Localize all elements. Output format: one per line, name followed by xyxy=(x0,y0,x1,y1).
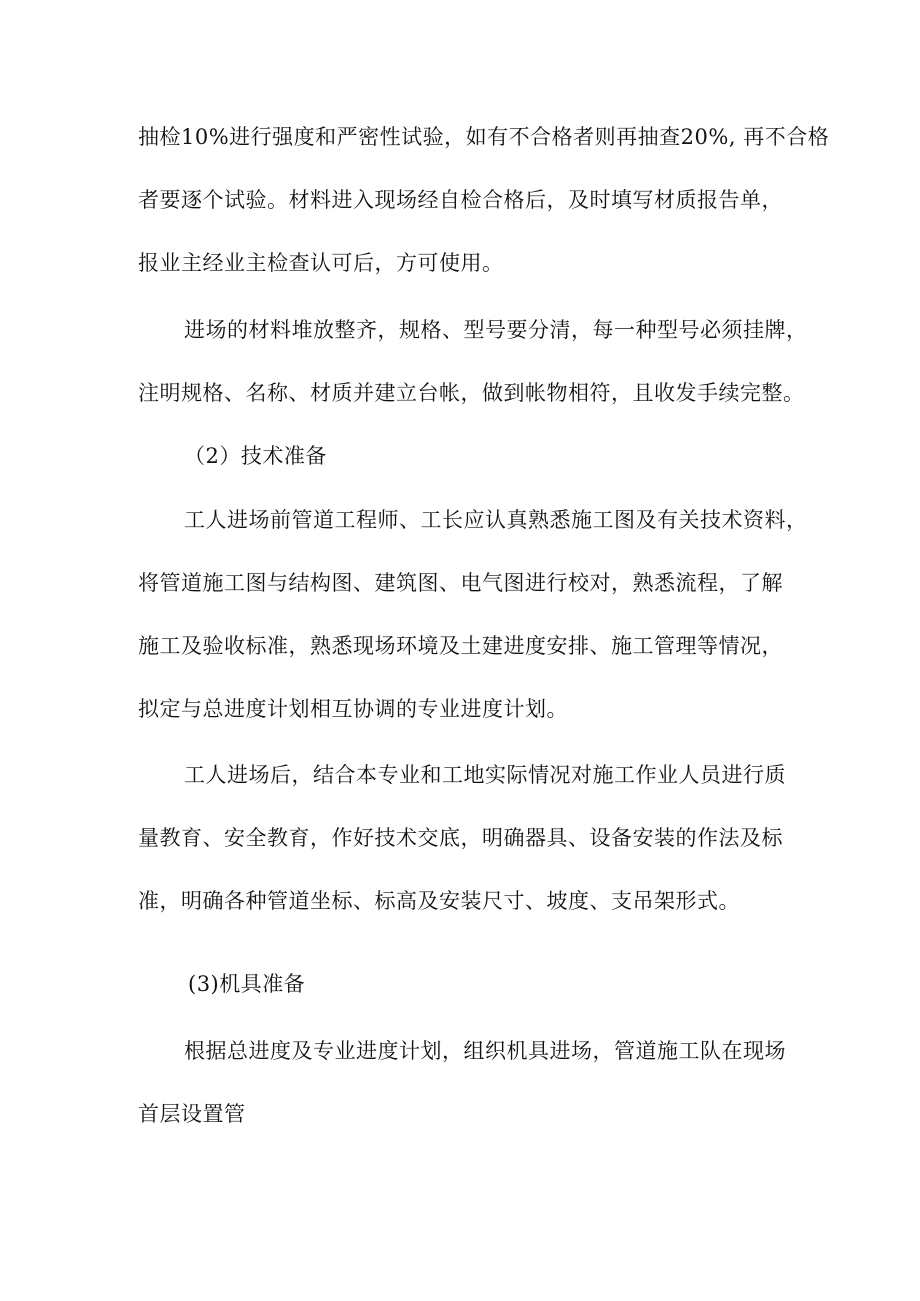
paragraph-line: 根据总进度及专业进度计划，组织机具进场，管道施工队在现场 xyxy=(184,1039,786,1063)
paragraph-line: 进场的材料堆放整齐，规格、型号要分清，每一种型号必须挂牌， xyxy=(184,318,808,342)
paragraph-line: 工人进场前管道工程师、工长应认真熟悉施工图及有关技术资料， xyxy=(184,508,808,532)
paragraph-line: 者要逐个试验。材料进入现场经自检合格后，及时填写材质报告单， xyxy=(138,188,783,212)
paragraph-line: 注明规格、名称、材质并建立台帐，做到帐物相符，且收发手续完整。 xyxy=(138,381,805,405)
paragraph-line: 施工及验收标准，熟悉现场环境及土建进度安排、施工管理等情况， xyxy=(138,634,783,658)
paragraph-line: 将管道施工图与结构图、建筑图、电气图进行校对，熟悉流程，了解 xyxy=(138,571,783,595)
paragraph-line: 拟定与总进度计划相互协调的专业进度计划。 xyxy=(138,697,568,721)
paragraph-line: 抽检10%进行强度和严密性试验，如有不合格者则再抽查20%, 再不合格 xyxy=(138,125,830,149)
section-heading: (3)机具准备 xyxy=(188,972,306,996)
paragraph-line: 准，明确各种管道坐标、标高及安装尺寸、坡度、支吊架形式。 xyxy=(138,889,740,913)
paragraph-line: 首层设置管 xyxy=(138,1102,246,1126)
paragraph-line: 工人进场后，结合本专业和工地实际情况对施工作业人员进行质 xyxy=(184,763,786,787)
paragraph-line: 报业主经业主检查认可后，方可使用。 xyxy=(138,251,504,275)
section-heading: （2）技术准备 xyxy=(184,444,327,468)
paragraph-line: 量教育、安全教育，作好技术交底，明确器具、设备安装的作法及标 xyxy=(138,826,783,850)
